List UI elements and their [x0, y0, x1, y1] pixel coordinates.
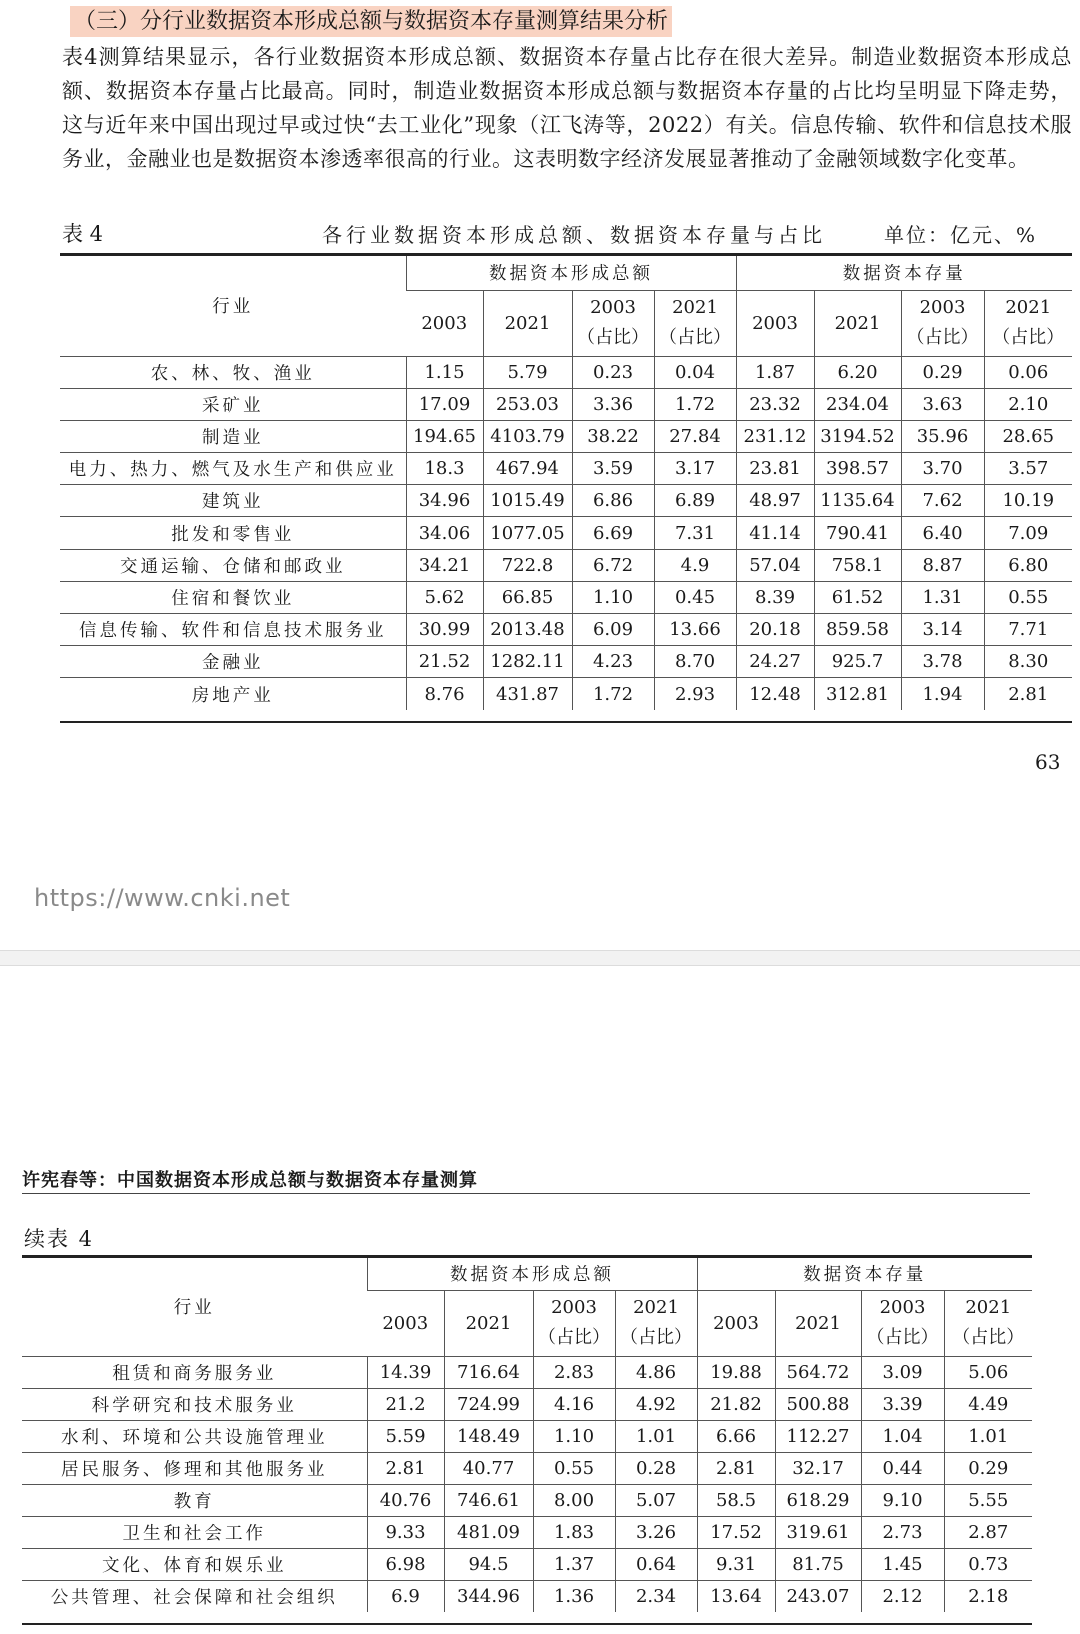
industry-name: 居民服务、修理和其他服务业: [22, 1452, 367, 1484]
value-cell: 722.8: [483, 549, 572, 581]
table-row: [60, 581, 1072, 613]
industry-name: 采矿业: [60, 388, 406, 420]
table-unit: 单位：亿元、%: [884, 223, 1038, 247]
industry-name: 农、林、牧、渔业: [60, 356, 406, 388]
value-cell: 3.63: [901, 388, 984, 420]
value-cell: 1135.64: [814, 485, 901, 517]
value-cell: 13.64: [697, 1580, 775, 1612]
value-cell: 467.94: [483, 453, 572, 485]
value-cell: 7.62: [901, 485, 984, 517]
industry-name: 科学研究和技术服务业: [22, 1388, 367, 1420]
running-head-rule: [22, 1193, 1030, 1194]
header-year-2021: 2021: [775, 1290, 861, 1356]
header-industry: 行业: [173, 1298, 215, 1319]
value-cell: 24.27: [736, 646, 814, 678]
value-cell: 3.14: [901, 614, 984, 646]
value-cell: 4103.79: [483, 420, 572, 452]
value-cell: 2.73: [861, 1516, 944, 1548]
value-cell: 746.61: [444, 1484, 533, 1516]
value-cell: 35.96: [901, 420, 984, 452]
industry-name: 住宿和餐饮业: [60, 581, 406, 613]
value-cell: 7.71: [984, 614, 1072, 646]
value-cell: 3194.52: [814, 420, 901, 452]
value-cell: 148.49: [444, 1420, 533, 1452]
value-cell: 6.20: [814, 356, 901, 388]
industry-name: 信息传输、软件和信息技术服务业: [60, 614, 406, 646]
continued-data-table: [22, 1258, 1032, 1612]
table-row: [22, 1484, 1032, 1516]
table-row: [60, 646, 1072, 678]
table-row: [60, 614, 1072, 646]
value-cell: 724.99: [444, 1388, 533, 1420]
value-cell: 9.31: [697, 1548, 775, 1580]
table-row: [60, 485, 1072, 517]
header-2021-share: 2021 （占比）: [944, 1290, 1032, 1356]
value-cell: 1.72: [654, 388, 736, 420]
table-row: [60, 356, 1072, 388]
value-cell: 4.86: [615, 1356, 697, 1388]
value-cell: 112.27: [775, 1420, 861, 1452]
table-row: [60, 420, 1072, 452]
value-cell: 0.73: [944, 1548, 1032, 1580]
table-row: [22, 1356, 1032, 1388]
header-2021-share: 2021 （占比）: [984, 290, 1072, 356]
value-cell: 0.55: [984, 581, 1072, 613]
header-year-2021: 2021: [483, 290, 572, 356]
value-cell: 66.85: [483, 581, 572, 613]
value-cell: 8.70: [654, 646, 736, 678]
header-2003-share: 2003 （占比）: [533, 1290, 615, 1356]
value-cell: 0.44: [861, 1452, 944, 1484]
table-row: [22, 1420, 1032, 1452]
value-cell: 3.09: [861, 1356, 944, 1388]
watermark: https://www.cnki.net: [34, 884, 291, 912]
value-cell: 1.01: [615, 1420, 697, 1452]
data-table: [60, 256, 1072, 710]
header-2003-share: 2003 （占比）: [572, 290, 654, 356]
table-row: [60, 678, 1072, 710]
value-cell: 6.09: [572, 614, 654, 646]
value-cell: 6.98: [367, 1548, 444, 1580]
value-cell: 312.81: [814, 678, 901, 710]
value-cell: 27.84: [654, 420, 736, 452]
header-year-2003: 2003: [367, 1290, 444, 1356]
header-year-2003: 2003: [697, 1290, 775, 1356]
value-cell: 4.92: [615, 1388, 697, 1420]
value-cell: 3.26: [615, 1516, 697, 1548]
value-cell: 231.12: [736, 420, 814, 452]
table-bottom-rule: [22, 1623, 1032, 1625]
header-year-2003: 2003: [406, 290, 483, 356]
value-cell: 6.66: [697, 1420, 775, 1452]
value-cell: 2.81: [984, 678, 1072, 710]
value-cell: 0.45: [654, 581, 736, 613]
value-cell: 17.09: [406, 388, 483, 420]
value-cell: 6.9: [367, 1580, 444, 1612]
value-cell: 8.00: [533, 1484, 615, 1516]
value-cell: 10.19: [984, 485, 1072, 517]
value-cell: 398.57: [814, 453, 901, 485]
value-cell: 23.81: [736, 453, 814, 485]
value-cell: 1.87: [736, 356, 814, 388]
value-cell: 2.34: [615, 1580, 697, 1612]
industry-name: 文化、体育和娱乐业: [22, 1548, 367, 1580]
value-cell: 3.17: [654, 453, 736, 485]
value-cell: 7.31: [654, 517, 736, 549]
value-cell: 5.79: [483, 356, 572, 388]
industry-name: 租赁和商务服务业: [22, 1356, 367, 1388]
industry-name: 教育: [22, 1484, 367, 1516]
header-year-2021: 2021: [814, 290, 901, 356]
value-cell: 2.83: [533, 1356, 615, 1388]
value-cell: 500.88: [775, 1388, 861, 1420]
value-cell: 8.39: [736, 581, 814, 613]
table-row: [22, 1548, 1032, 1580]
value-cell: 243.07: [775, 1580, 861, 1612]
value-cell: 253.03: [483, 388, 572, 420]
industry-name: 水利、环境和公共设施管理业: [22, 1420, 367, 1452]
value-cell: 716.64: [444, 1356, 533, 1388]
value-cell: 5.06: [944, 1356, 1032, 1388]
value-cell: 3.70: [901, 453, 984, 485]
header-industry: 行业: [212, 297, 254, 318]
value-cell: 1.36: [533, 1580, 615, 1612]
header-2003-share: 2003 （占比）: [861, 1290, 944, 1356]
header-2021-share: 2021 （占比）: [615, 1290, 697, 1356]
table-row: [60, 549, 1072, 581]
value-cell: 18.3: [406, 453, 483, 485]
value-cell: 0.28: [615, 1452, 697, 1484]
header-formation-total: 数据资本形成总额: [367, 1258, 697, 1290]
value-cell: 0.64: [615, 1548, 697, 1580]
value-cell: 8.30: [984, 646, 1072, 678]
table-caption: 各行业数据资本形成总额、数据资本存量与占比: [322, 223, 826, 247]
value-cell: 1.10: [572, 581, 654, 613]
value-cell: 3.78: [901, 646, 984, 678]
section-heading: （三）分行业数据资本形成总额与数据资本存量测算结果分析: [70, 6, 672, 37]
value-cell: 17.52: [697, 1516, 775, 1548]
value-cell: 8.76: [406, 678, 483, 710]
value-cell: 8.87: [901, 549, 984, 581]
value-cell: 4.16: [533, 1388, 615, 1420]
value-cell: 5.55: [944, 1484, 1032, 1516]
value-cell: 344.96: [444, 1580, 533, 1612]
value-cell: 2.87: [944, 1516, 1032, 1548]
continued-table-label: 续表 4: [24, 1227, 95, 1251]
table-row: [22, 1516, 1032, 1548]
value-cell: 790.41: [814, 517, 901, 549]
value-cell: 6.89: [654, 485, 736, 517]
value-cell: 2.18: [944, 1580, 1032, 1612]
value-cell: 38.22: [572, 420, 654, 452]
value-cell: 4.9: [654, 549, 736, 581]
header-formation-total: 数据资本形成总额: [406, 256, 736, 290]
value-cell: 194.65: [406, 420, 483, 452]
industry-name: 制造业: [60, 420, 406, 452]
value-cell: 4.49: [944, 1388, 1032, 1420]
value-cell: 21.82: [697, 1388, 775, 1420]
table-row: [22, 1580, 1032, 1612]
value-cell: 4.23: [572, 646, 654, 678]
table-row: [60, 517, 1072, 549]
value-cell: 2.81: [367, 1452, 444, 1484]
table-row: [22, 1388, 1032, 1420]
value-cell: 431.87: [483, 678, 572, 710]
value-cell: 40.77: [444, 1452, 533, 1484]
value-cell: 19.88: [697, 1356, 775, 1388]
industry-name: 公共管理、社会保障和社会组织: [22, 1580, 367, 1612]
table-row: [22, 1452, 1032, 1484]
value-cell: 20.18: [736, 614, 814, 646]
value-cell: 3.36: [572, 388, 654, 420]
value-cell: 2.10: [984, 388, 1072, 420]
value-cell: 81.75: [775, 1548, 861, 1580]
industry-name: 金融业: [60, 646, 406, 678]
header-year-2003: 2003: [736, 290, 814, 356]
value-cell: 1.37: [533, 1548, 615, 1580]
table-row: [60, 388, 1072, 420]
value-cell: 3.39: [861, 1388, 944, 1420]
value-cell: 2.93: [654, 678, 736, 710]
value-cell: 23.32: [736, 388, 814, 420]
value-cell: 1.45: [861, 1548, 944, 1580]
value-cell: 34.21: [406, 549, 483, 581]
value-cell: 13.66: [654, 614, 736, 646]
body-paragraph: 表4测算结果显示，各行业数据资本形成总额、数据资本存量占比存在很大差异。制造业数据资本形成总额、数据资本存量占比最高。同时，制造业数据资本形成总额与数据资本存量的占比均呈明显下降走势，这与近年来中国出现过早或过快“去工业化”现象（江飞涛等，2022）有关。信息传输、软件和信息技术服务业，金融业也是数据资本渗透率很高的行业。这表明数字经济发展显著推动了金融领域数字化变革。: [62, 45, 1072, 171]
header-capital-stock: 数据资本存量: [697, 1258, 1032, 1290]
value-cell: 21.52: [406, 646, 483, 678]
value-cell: 6.80: [984, 549, 1072, 581]
value-cell: 28.65: [984, 420, 1072, 452]
industry-name: 交通运输、仓储和邮政业: [60, 549, 406, 581]
value-cell: 1282.11: [483, 646, 572, 678]
header-2021-share: 2021 （占比）: [654, 290, 736, 356]
value-cell: 61.52: [814, 581, 901, 613]
value-cell: 12.48: [736, 678, 814, 710]
value-cell: 758.1: [814, 549, 901, 581]
value-cell: 1.04: [861, 1420, 944, 1452]
value-cell: 1015.49: [483, 485, 572, 517]
value-cell: 34.96: [406, 485, 483, 517]
value-cell: 32.17: [775, 1452, 861, 1484]
value-cell: 2.12: [861, 1580, 944, 1612]
value-cell: 9.33: [367, 1516, 444, 1548]
value-cell: 6.40: [901, 517, 984, 549]
value-cell: 1.10: [533, 1420, 615, 1452]
table-bottom-rule: [60, 721, 1072, 723]
value-cell: 30.99: [406, 614, 483, 646]
value-cell: 0.29: [901, 356, 984, 388]
value-cell: 0.29: [944, 1452, 1032, 1484]
value-cell: 0.04: [654, 356, 736, 388]
value-cell: 5.62: [406, 581, 483, 613]
header-year-2021: 2021: [444, 1290, 533, 1356]
value-cell: 2013.48: [483, 614, 572, 646]
value-cell: 234.04: [814, 388, 901, 420]
value-cell: 6.72: [572, 549, 654, 581]
value-cell: 3.57: [984, 453, 1072, 485]
industry-name: 卫生和社会工作: [22, 1516, 367, 1548]
header-capital-stock: 数据资本存量: [736, 256, 1072, 290]
industry-name: 建筑业: [60, 485, 406, 517]
value-cell: 6.69: [572, 517, 654, 549]
industry-name: 房地产业: [60, 678, 406, 710]
value-cell: 1.31: [901, 581, 984, 613]
value-cell: 1.94: [901, 678, 984, 710]
value-cell: 7.09: [984, 517, 1072, 549]
value-cell: 94.5: [444, 1548, 533, 1580]
value-cell: 481.09: [444, 1516, 533, 1548]
value-cell: 57.04: [736, 549, 814, 581]
value-cell: 40.76: [367, 1484, 444, 1516]
value-cell: 34.06: [406, 517, 483, 549]
value-cell: 1077.05: [483, 517, 572, 549]
value-cell: 618.29: [775, 1484, 861, 1516]
value-cell: 48.97: [736, 485, 814, 517]
value-cell: 1.72: [572, 678, 654, 710]
industry-name: 批发和零售业: [60, 517, 406, 549]
value-cell: 1.15: [406, 356, 483, 388]
value-cell: 1.83: [533, 1516, 615, 1548]
value-cell: 6.86: [572, 485, 654, 517]
value-cell: 5.07: [615, 1484, 697, 1516]
value-cell: 3.59: [572, 453, 654, 485]
page-gap: [0, 950, 1080, 966]
value-cell: 58.5: [697, 1484, 775, 1516]
value-cell: 14.39: [367, 1356, 444, 1388]
value-cell: 319.61: [775, 1516, 861, 1548]
header-2003-share: 2003 （占比）: [901, 290, 984, 356]
industry-name: 电力、热力、燃气及水生产和供应业: [60, 453, 406, 485]
running-head: 许宪春等：中国数据资本形成总额与数据资本存量测算: [22, 1170, 478, 1191]
value-cell: 41.14: [736, 517, 814, 549]
value-cell: 9.10: [861, 1484, 944, 1516]
value-cell: 2.81: [697, 1452, 775, 1484]
page-number: 63: [1035, 750, 1061, 774]
value-cell: 925.7: [814, 646, 901, 678]
value-cell: 564.72: [775, 1356, 861, 1388]
value-cell: 0.06: [984, 356, 1072, 388]
table-row: [60, 453, 1072, 485]
table-label: 表 4: [62, 222, 104, 246]
value-cell: 859.58: [814, 614, 901, 646]
value-cell: 0.23: [572, 356, 654, 388]
value-cell: 5.59: [367, 1420, 444, 1452]
value-cell: 1.01: [944, 1420, 1032, 1452]
value-cell: 21.2: [367, 1388, 444, 1420]
value-cell: 0.55: [533, 1452, 615, 1484]
